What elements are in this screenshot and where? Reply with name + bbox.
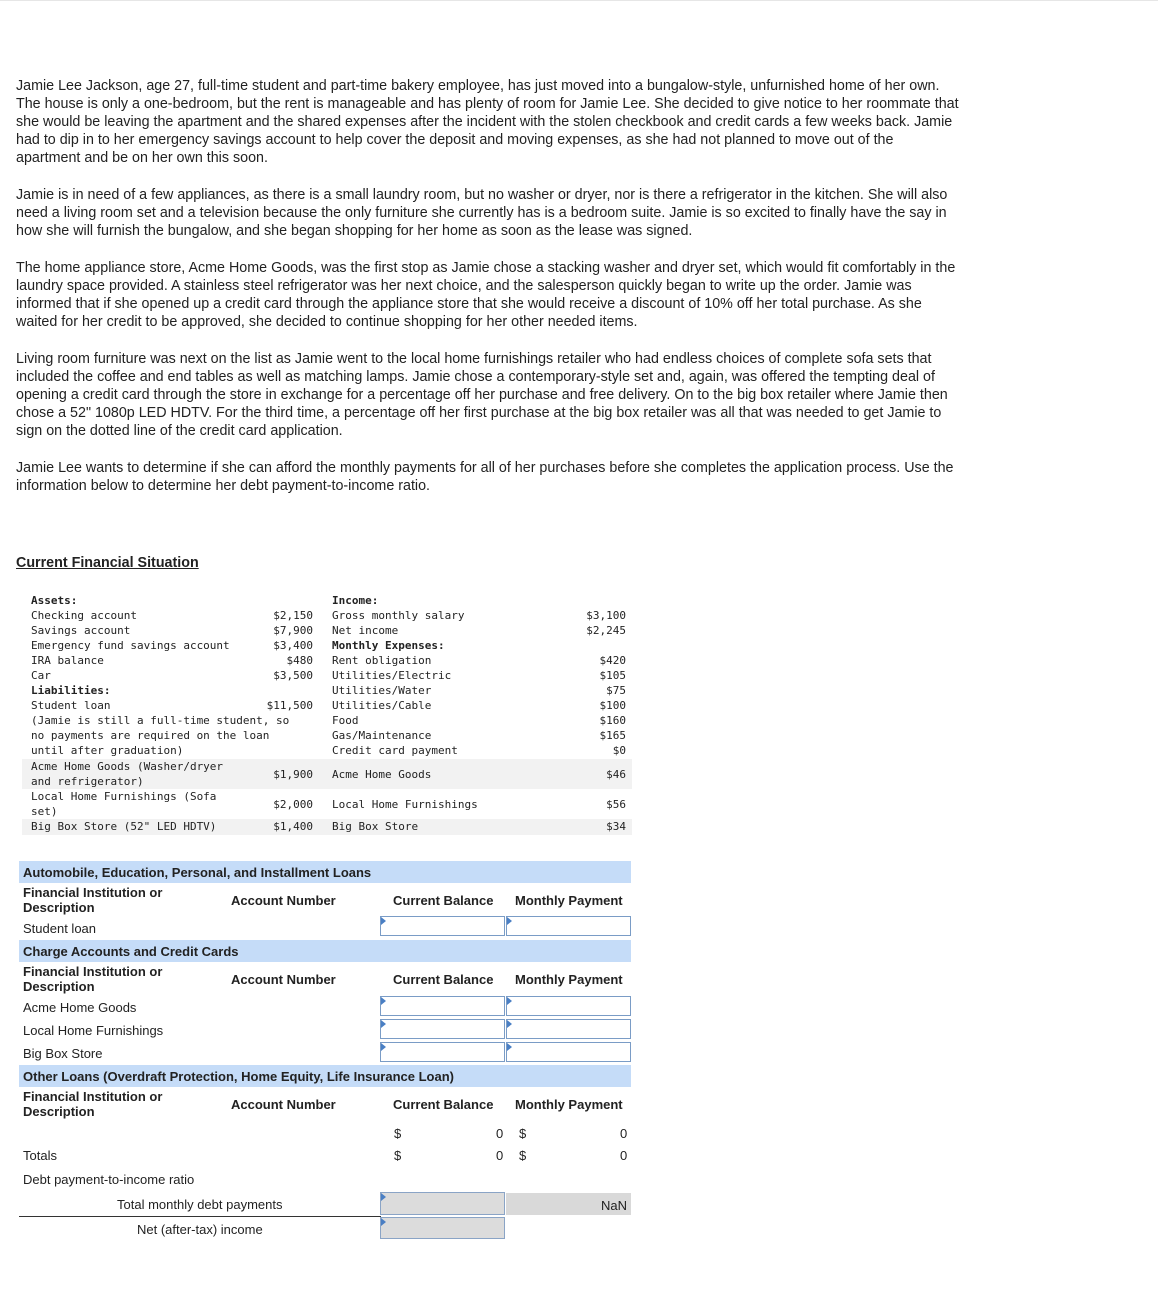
paragraph: Living room furniture was next on the list as Jamie went to the local home furnishings retailer who had endless choices of complete sofa sets that included the coffee and end tables as well as matching lamps. Jamie chose a contemporary-style set and, again, was offered the tempting deal of opening a credit card through the store in exchange for a percentage off her purchase and free delivery. On to the big box retailer where Jamie then chose a 52" 1080p LED HDTV. For the third time, a percentage off her first purchase at the big box retailer was all that was needed to get Jamie to sign on the dotted line of the credit card application. xyxy=(16,351,948,439)
expense-amount: $75 xyxy=(606,684,626,697)
income-amount: $2,245 xyxy=(586,624,626,637)
other-loans-payment: 0 xyxy=(620,1126,628,1141)
ratio-result: NaN xyxy=(506,1193,631,1215)
dollar-sign: $ xyxy=(394,1126,402,1141)
asset-label: Emergency fund savings account xyxy=(31,639,230,652)
asset-amount: $7,900 xyxy=(273,624,313,637)
big-box-label: Big Box Store xyxy=(23,1046,103,1061)
liabilities-heading: Liabilities: xyxy=(31,684,111,697)
col-header-balance: Current Balance xyxy=(393,893,494,908)
liability-label: Student loan xyxy=(31,699,111,712)
student-loan-balance-input[interactable] xyxy=(380,916,505,936)
paragraph: Jamie is in need of a few appliances, as there is a small laundry room, but no washer or dryer, nor is there a refrigerator in the kitchen. She will also need a living room set and a television because the only furniture she currently has is a bedroom suite. Jamie is so excited to finally have the say in how she will furnish the bungalow, and she began shopping for her home as soon as the lease was signed. xyxy=(16,187,948,239)
total-monthly-debt-label: Total monthly debt payments xyxy=(117,1197,283,1212)
store-liability-label: Acme Home Goods (Washer/dryer xyxy=(31,760,224,773)
dollar-sign: $ xyxy=(519,1148,527,1163)
section-band-installment-loans: Automobile, Education, Personal, and Installment Loans xyxy=(19,861,631,883)
section-title: Current Financial Situation xyxy=(16,555,199,571)
store-liability-amount: $1,900 xyxy=(273,768,313,781)
store-payment-amount: $56 xyxy=(606,798,626,811)
totals-balance: 0 xyxy=(496,1148,504,1163)
expense-amount: $0 xyxy=(612,744,626,757)
local-furnishings-label: Local Home Furnishings xyxy=(23,1023,164,1038)
store-liability-amount: $1,400 xyxy=(273,820,313,833)
financial-situation-block xyxy=(22,593,632,836)
liability-note: until after graduation) xyxy=(31,744,184,757)
total-monthly-debt-input[interactable] xyxy=(380,1192,505,1215)
col-header-institution: Financial Institution or Description xyxy=(23,885,163,915)
col-header-payment: Monthly Payment xyxy=(515,972,623,987)
paragraph: Jamie Lee wants to determine if she can afford the monthly payments for all of her purchases before she completes the application process. Use the information below to determine her debt payment-to-income ratio. xyxy=(16,460,954,494)
expense-label: Utilities/Electric xyxy=(332,669,452,682)
expense-label: Credit card payment xyxy=(332,744,458,757)
local-furnishings-balance-input[interactable] xyxy=(380,1019,505,1039)
student-loan-label: Student loan xyxy=(23,921,97,936)
expense-amount: $105 xyxy=(599,669,626,682)
store-payment-label: Acme Home Goods xyxy=(332,768,432,781)
store-liability-label-cont: set) xyxy=(31,805,58,818)
big-box-payment-input[interactable] xyxy=(506,1042,631,1062)
col-header-balance: Current Balance xyxy=(393,1097,494,1112)
totals-label: Totals xyxy=(23,1148,57,1163)
liability-note: no payments are required on the loan xyxy=(31,729,270,742)
liability-amount: $11,500 xyxy=(266,699,313,712)
expense-amount: $165 xyxy=(599,729,626,742)
asset-amount: $2,150 xyxy=(273,609,313,622)
dollar-sign: $ xyxy=(519,1126,527,1141)
income-amount: $3,100 xyxy=(586,609,626,622)
col-header-institution: Financial Institution or Description xyxy=(23,1089,163,1119)
income-label: Net income xyxy=(332,624,399,637)
top-divider xyxy=(0,0,1158,1)
expenses-heading: Monthly Expenses: xyxy=(332,639,445,652)
paragraph: Jamie Lee Jackson, age 27, full-time student and part-time bakery employee, has just moved into a bungalow-style, unfurnished home of her own. The house is only a one-bedroom, but the rent is manageable and has plenty of room for Jamie Lee. She decided to give notice to her roommate that she would be leaving the apartment and the shared expenses after the incident with the stolen checkbook and credit cards a few weeks back. Jamie had to dip in to her emergency savings account to help cover the deposit and moving expenses, as she had not planned to move out of the apartment and be on her own this soon. xyxy=(16,78,959,166)
net-income-label: Net (after-tax) income xyxy=(137,1222,263,1237)
store-liability-label-cont: and refrigerator) xyxy=(31,775,144,788)
paragraph: The home appliance store, Acme Home Goods, was the first stop as Jamie chose a stacking washer and dryer set, which would fit comfortably in the laundry space provided. A stainless steel refrigerator was her next choice, and the salesperson quickly began to write up the order. Jamie was informed that if she opened up a credit card through the appliance store that she would receive a discount of 10% off her total purchase. As she waited for her credit to be approved, she decided to continue shopping for her other needed items. xyxy=(16,260,956,330)
expense-label: Rent obligation xyxy=(332,654,432,667)
expense-label: Utilities/Water xyxy=(332,684,432,697)
expense-amount: $100 xyxy=(599,699,626,712)
col-header-institution: Financial Institution or Description xyxy=(23,964,163,994)
store-payment-amount: $34 xyxy=(606,820,626,833)
store-liability-label: Local Home Furnishings (Sofa xyxy=(31,790,217,803)
fraction-line xyxy=(19,1216,381,1217)
acme-payment-input[interactable] xyxy=(506,996,631,1016)
dollar-sign: $ xyxy=(394,1148,402,1163)
asset-amount: $3,400 xyxy=(273,639,313,652)
ratio-label: Debt payment-to-income ratio xyxy=(23,1172,195,1187)
expense-amount: $420 xyxy=(599,654,626,667)
asset-label: IRA balance xyxy=(31,654,104,667)
store-payment-label: Local Home Furnishings xyxy=(332,798,478,811)
case-narrative xyxy=(16,77,961,514)
expense-label: Utilities/Cable xyxy=(332,699,432,712)
net-income-input[interactable] xyxy=(380,1217,505,1239)
other-loans-balance: 0 xyxy=(496,1126,504,1141)
col-header-balance: Current Balance xyxy=(393,972,494,987)
section-band-charge-accounts: Charge Accounts and Credit Cards xyxy=(19,940,631,962)
col-header-account: Account Number xyxy=(231,1097,336,1112)
student-loan-payment-input[interactable] xyxy=(506,916,631,936)
store-liability-label: Big Box Store (52" LED HDTV) xyxy=(31,820,217,833)
liability-note: (Jamie is still a full-time student, so xyxy=(31,714,290,727)
asset-label: Checking account xyxy=(31,609,137,622)
store-payment-amount: $46 xyxy=(606,768,626,781)
assets-heading: Assets: xyxy=(31,594,78,607)
col-header-payment: Monthly Payment xyxy=(515,893,623,908)
store-liability-amount: $2,000 xyxy=(273,798,313,811)
asset-amount: $480 xyxy=(286,654,313,667)
local-furnishings-payment-input[interactable] xyxy=(506,1019,631,1039)
totals-payment: 0 xyxy=(620,1148,628,1163)
big-box-balance-input[interactable] xyxy=(380,1042,505,1062)
col-header-payment: Monthly Payment xyxy=(515,1097,623,1112)
acme-label: Acme Home Goods xyxy=(23,1000,137,1015)
asset-label: Car xyxy=(31,669,51,682)
expense-label: Food xyxy=(332,714,359,727)
col-header-account: Account Number xyxy=(231,972,336,987)
acme-balance-input[interactable] xyxy=(380,996,505,1016)
income-label: Gross monthly salary xyxy=(332,609,465,622)
col-header-account: Account Number xyxy=(231,893,336,908)
store-payment-label: Big Box Store xyxy=(332,820,419,833)
section-band-other-loans: Other Loans (Overdraft Protection, Home Equity, Life Insurance Loan) xyxy=(19,1065,631,1087)
asset-amount: $3,500 xyxy=(273,669,313,682)
expense-label: Gas/Maintenance xyxy=(332,729,432,742)
asset-label: Savings account xyxy=(31,624,131,637)
expense-amount: $160 xyxy=(599,714,626,727)
income-heading: Income: xyxy=(332,594,379,607)
